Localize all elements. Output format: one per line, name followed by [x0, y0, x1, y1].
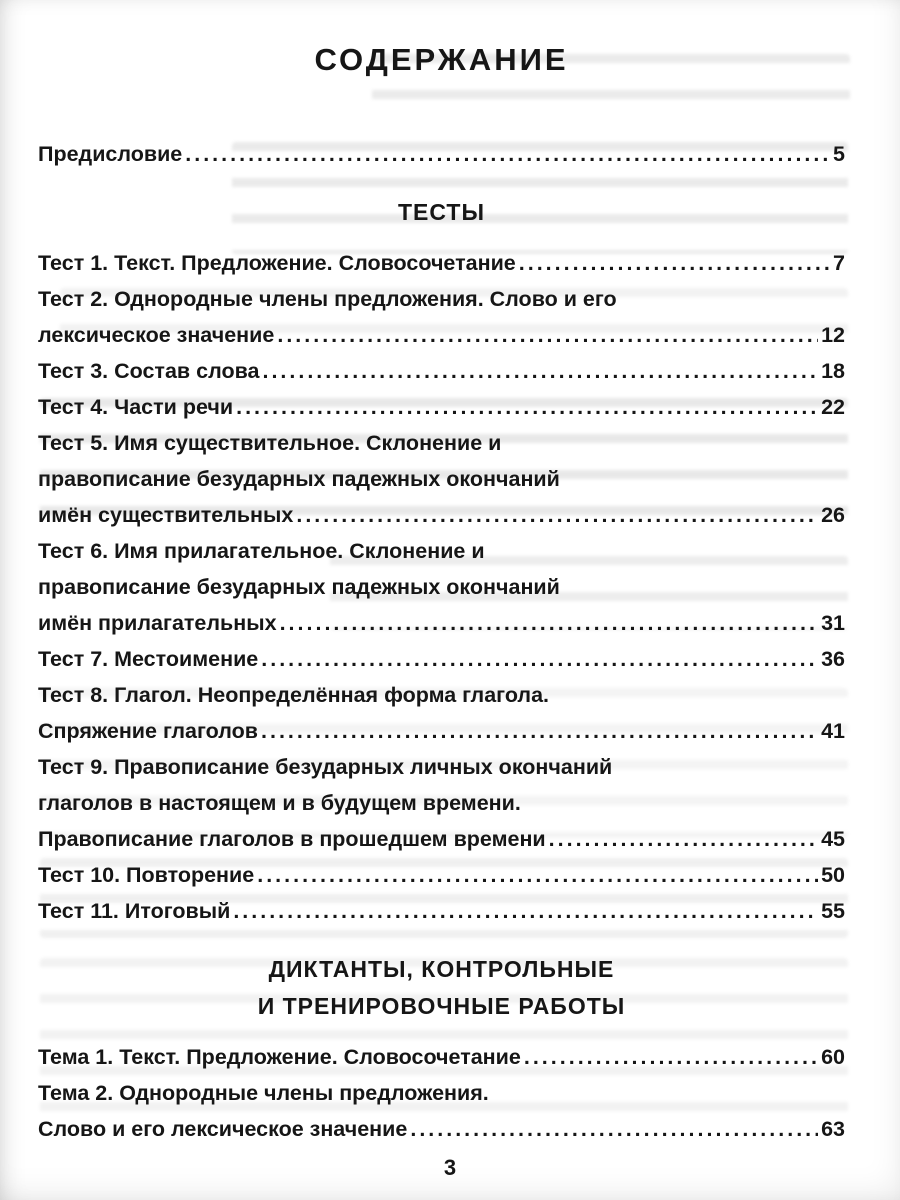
toc-entry-page: 36 [821, 647, 845, 671]
toc-entry-page: 55 [821, 899, 845, 923]
toc-entry-page: 50 [821, 863, 845, 887]
toc-entry-line [38, 713, 845, 749]
toc-entry-line [38, 497, 845, 533]
toc-entry-text: Тест 6. Имя прилагательное. Склонение и [38, 539, 485, 563]
dot-leader [296, 497, 818, 533]
toc-entry-line [38, 749, 845, 785]
toc-entry-line [38, 533, 845, 569]
toc-entry-text: Тест 7. Местоимение [38, 647, 259, 671]
toc-entry-page: 31 [821, 611, 845, 635]
toc-entry-text: Тест 11. Итоговый [38, 899, 231, 923]
toc-entry-text: Тема 2. Однородные члены предложения. [38, 1081, 489, 1105]
toc-entry-line [38, 461, 845, 497]
toc-entry-page: 45 [821, 827, 845, 851]
toc-entry-line [38, 136, 845, 172]
toc-entry-line [38, 605, 845, 641]
toc-entry [38, 281, 845, 353]
toc-entry-line [38, 785, 845, 821]
toc-entry-text: Тест 9. Правописание безударных личных окончаний [38, 755, 613, 779]
toc-entry-text: лексическое значение [38, 323, 275, 347]
toc-entry [38, 245, 845, 281]
toc-entry-line [38, 857, 845, 893]
toc-entry [38, 136, 845, 172]
dot-leader [233, 893, 818, 929]
toc-entry [38, 893, 845, 929]
section-heading-line: И ТРЕНИРОВОЧНЫЕ РАБОТЫ [257, 993, 626, 1019]
toc-entry-line [38, 641, 845, 677]
toc-entry-line [38, 1075, 845, 1111]
toc-entry-text: глаголов в настоящем и в будущем времени. [38, 791, 521, 815]
toc-entry-text: Тест 8. Глагол. Неопределённая форма глагола. [38, 683, 550, 707]
toc-entry-text: имён прилагательных [38, 611, 277, 635]
section-heading-line: ТЕСТЫ [398, 199, 485, 225]
toc-entry-text: правописание безударных падежных окончаний [38, 575, 560, 599]
toc-entry-text: имён существительных [38, 503, 294, 527]
toc-entry-text: Правописание глаголов в прошедшем времени [38, 827, 546, 851]
toc-entry-line [38, 389, 845, 425]
toc-entry [38, 641, 845, 677]
dot-leader [257, 857, 818, 893]
toc-entry-text: Тест 5. Имя существительное. Склонение и [38, 431, 502, 455]
toc-entry-text: Тест 4. Части речи [38, 395, 234, 419]
toc-entry-text: Спряжение глаголов [38, 719, 258, 743]
toc-entry-line [38, 1039, 845, 1075]
dot-leader [524, 1039, 818, 1075]
toc-entry-page: 60 [821, 1045, 845, 1069]
dot-leader [262, 353, 818, 389]
toc-entry-text: правописание безударных падежных окончаний [38, 467, 560, 491]
toc-entry-line [38, 677, 845, 713]
dot-leader [549, 821, 818, 857]
dot-leader [280, 605, 819, 641]
toc-entry-line [38, 893, 845, 929]
toc-entry-line [38, 245, 845, 281]
toc-entry-text: Предисловие [38, 142, 183, 166]
toc-entry-text: Тест 10. Повторение [38, 863, 255, 887]
table-of-contents [38, 136, 845, 1147]
dot-leader [261, 713, 818, 749]
section-heading [38, 194, 845, 231]
dot-leader [236, 389, 818, 425]
toc-entry [38, 749, 845, 857]
toc-entry [38, 1039, 845, 1075]
toc-entry-line [38, 821, 845, 857]
toc-entry-page: 26 [821, 503, 845, 527]
toc-entry-text: Тест 2. Однородные члены предложения. Слово и его [38, 287, 617, 311]
toc-entry-page: 18 [821, 359, 845, 383]
toc-entry [38, 425, 845, 533]
dot-leader [261, 641, 818, 677]
section-heading [38, 951, 845, 1025]
section-heading-line: ДИКТАНТЫ, КОНТРОЛЬНЫЕ [268, 956, 615, 982]
toc-entry-text: Слово и его лексическое значение [38, 1117, 408, 1141]
toc-entry-line [38, 569, 845, 605]
toc-entry [38, 1075, 845, 1147]
toc-entry [38, 677, 845, 749]
toc-entry-line [38, 1111, 845, 1147]
dot-leader [277, 317, 818, 353]
dot-leader [185, 136, 830, 172]
toc-entry-text: Тест 1. Текст. Предложение. Словосочетание [38, 251, 516, 275]
dot-leader [519, 245, 830, 281]
toc-entry-line [38, 281, 845, 317]
toc-entry-text: Тема 1. Текст. Предложение. Словосочетание [38, 1045, 521, 1069]
toc-entry-text: Тест 3. Состав слова [38, 359, 260, 383]
page-number: 3 [443, 1155, 457, 1180]
toc-entry-line [38, 425, 845, 461]
toc-entry-line [38, 317, 845, 353]
toc-entry [38, 857, 845, 893]
toc-entry-page: 63 [821, 1117, 845, 1141]
toc-entry-page: 5 [833, 142, 845, 166]
toc-entry [38, 389, 845, 425]
toc-entry-page: 12 [821, 323, 845, 347]
toc-entry [38, 533, 845, 641]
toc-entry-page: 41 [821, 719, 845, 743]
toc-entry [38, 353, 845, 389]
toc-entry-page: 7 [833, 251, 845, 275]
toc-entry-page: 22 [821, 395, 845, 419]
toc-entry-line [38, 353, 845, 389]
page-title: СОДЕРЖАНИЕ [314, 42, 569, 77]
dot-leader [410, 1111, 818, 1147]
